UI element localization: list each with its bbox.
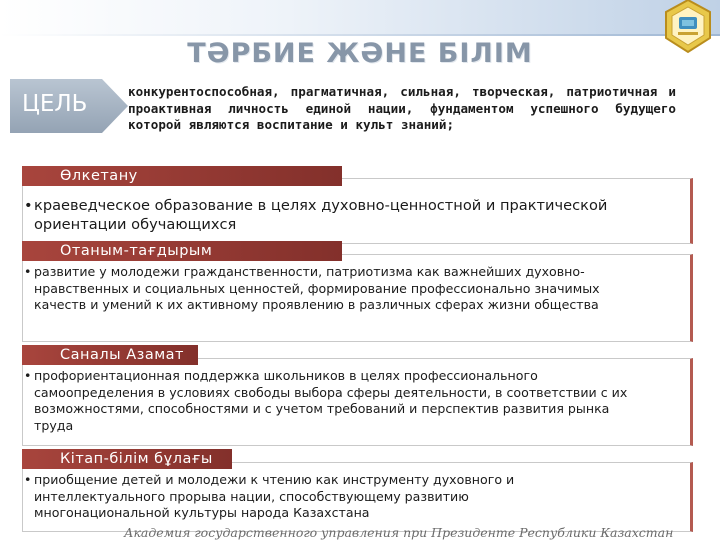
- page-title: ТӘРБИЕ ЖӘНЕ БІЛІМ: [187, 38, 533, 69]
- section-body-olketanu: краеведческое образование в целях духовно-ценностной и практической ориентации обучающихся: [34, 197, 608, 233]
- section-body-otanym-tagdyrym: развитие у молодежи гражданственности, патриотизма как важнейших духовно-нравственных и социальных ценностей, формирование профессионально значимых качеств и умений к их активному проявлению в различных сферах жизни общества: [34, 264, 600, 313]
- section-text-sanaly-azamat: [24, 368, 634, 434]
- goal-description: конкурентоспособная, прагматичная, сильная, творческая, патриотичная и проактивная личность единой нации, фундаментом успешного будущего которой являются воспитание и культ знаний;: [128, 84, 676, 132]
- section-body-kitap-bilim: приобщение детей и молодежи к чтению как инструменту духовного и интеллектуального прорыва нации, способствующему развитию многонациональной культуры народа Казахстана: [34, 472, 515, 521]
- section-title-kitap-bilim: Кітап-білім бұлағы: [22, 449, 232, 469]
- header-band: [0, 0, 720, 36]
- bullet-icon: •: [24, 264, 32, 279]
- bullet-icon: •: [24, 368, 32, 383]
- section-title-olketanu: Өлкетану: [22, 166, 342, 186]
- goal-label: ЦЕЛЬ: [22, 91, 88, 117]
- bullet-icon: •: [24, 472, 32, 487]
- section-text-otanym-tagdyrym: [24, 264, 634, 314]
- section-text-kitap-bilim: [24, 472, 594, 522]
- section-text-olketanu: [24, 196, 634, 234]
- section-title-sanaly-azamat: Саналы Азамат: [22, 345, 198, 365]
- section-title-otanym-tagdyrym: Отаным-тағдырым: [22, 241, 342, 261]
- footer-academy-name: Академия государственного управления при Президенте Республики Казахстан: [124, 525, 674, 540]
- header-divider: [0, 34, 720, 36]
- section-body-sanaly-azamat: профориентационная поддержка школьников в целях профессионального самоопределения в условиях свободы выбора сферы деятельности, в соответствии с их возможностями, способностями и с учетом требований и перспектив развития рынка труда: [34, 368, 628, 433]
- bullet-icon: •: [24, 197, 33, 214]
